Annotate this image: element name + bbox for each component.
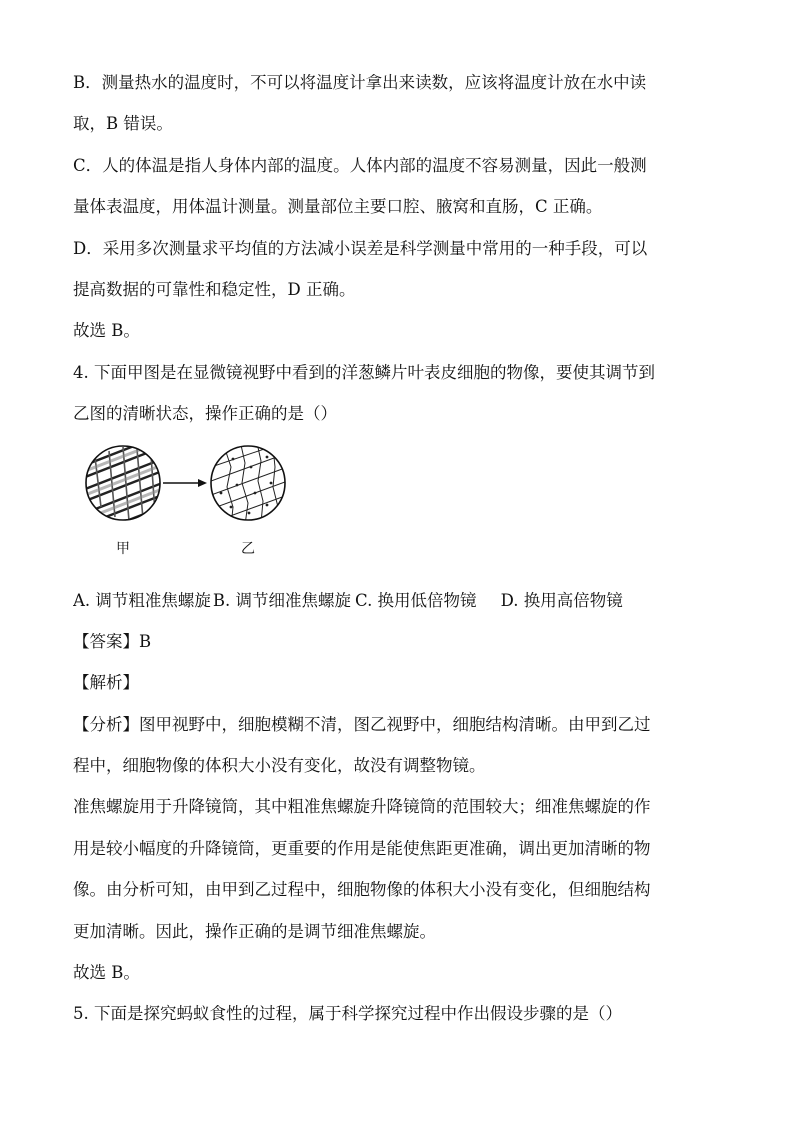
analysis-line-5: 像。由分析可知，由甲到乙过程中，细胞物像的体积大小没有变化，但细胞结构 <box>73 880 651 900</box>
option-d: D. 换用高倍物镜 <box>500 590 623 610</box>
option-b-line-1: B．测量热水的温度时，不可以将温度计拿出来读数，应该将温度计放在水中读 <box>73 73 647 92</box>
analysis-selection: 故选 B。 <box>73 963 140 983</box>
option-b: B. 调节细准焦螺旋 <box>212 590 352 610</box>
analysis-line-2: 程中，细胞物像的体积大小没有变化，故没有调整物镜。 <box>73 756 486 776</box>
option-b-line-2: 取，B 错误。 <box>73 114 173 134</box>
microscope-figure <box>73 437 725 580</box>
figure-label-jia: 甲 <box>116 540 130 557</box>
analysis-line-6: 更加清晰。因此，操作正确的是调节细准焦螺旋。 <box>73 921 436 941</box>
option-c: C. 换用低倍物镜 <box>355 590 477 610</box>
option-a: A. 调节粗准焦螺旋 <box>73 590 211 610</box>
selection-line: 故选 B。 <box>73 321 140 341</box>
page-content <box>73 62 725 1035</box>
question-5-line: 5. 下面是探究蚂蚁食性的过程，属于科学探究过程中作出假设步骤的是（） <box>73 1004 622 1024</box>
answer-line: 【答案】B <box>73 631 152 651</box>
analysis-line-1: 【分析】图甲视野中，细胞模糊不清，图乙视野中，细胞结构清晰。由甲到乙过 <box>73 714 651 734</box>
question-4-line-2: 乙图的清晰状态，操作正确的是（） <box>73 404 337 424</box>
analysis-line-4: 用是较小幅度的升降镜筒，更重要的作用是能使焦距更准确，调出更加清晰的物 <box>73 838 651 858</box>
question-4-options <box>73 580 725 621</box>
analysis-line-3: 准焦螺旋用于升降镜筒，其中粗准焦螺旋升降镜筒的范围较大；细准焦螺旋的作 <box>73 797 651 817</box>
option-c-line-2: 量体表温度，用体温计测量。测量部位主要口腔、腋窝和直肠，C 正确。 <box>73 197 603 217</box>
blurry-cell-view <box>85 437 170 537</box>
microscope-view-diagram <box>85 437 315 537</box>
analysis-heading: 【解析】 <box>73 673 139 693</box>
figure-label-yi: 乙 <box>241 540 255 557</box>
option-d-line-1: D．采用多次测量求平均值的方法减小误差是科学测量中常用的一种手段，可以 <box>73 238 648 258</box>
option-d-line-2: 提高数据的可靠性和稳定性，D 正确。 <box>73 279 356 299</box>
question-4-line-1: 4. 下面甲图是在显微镜视野中看到的洋葱鳞片叶表皮细胞的物像，要使其调节到 <box>73 362 655 382</box>
option-c-line-1: C．人的体温是指人身体内部的温度。人体内部的温度不容易测量，因此一般测 <box>73 155 647 175</box>
